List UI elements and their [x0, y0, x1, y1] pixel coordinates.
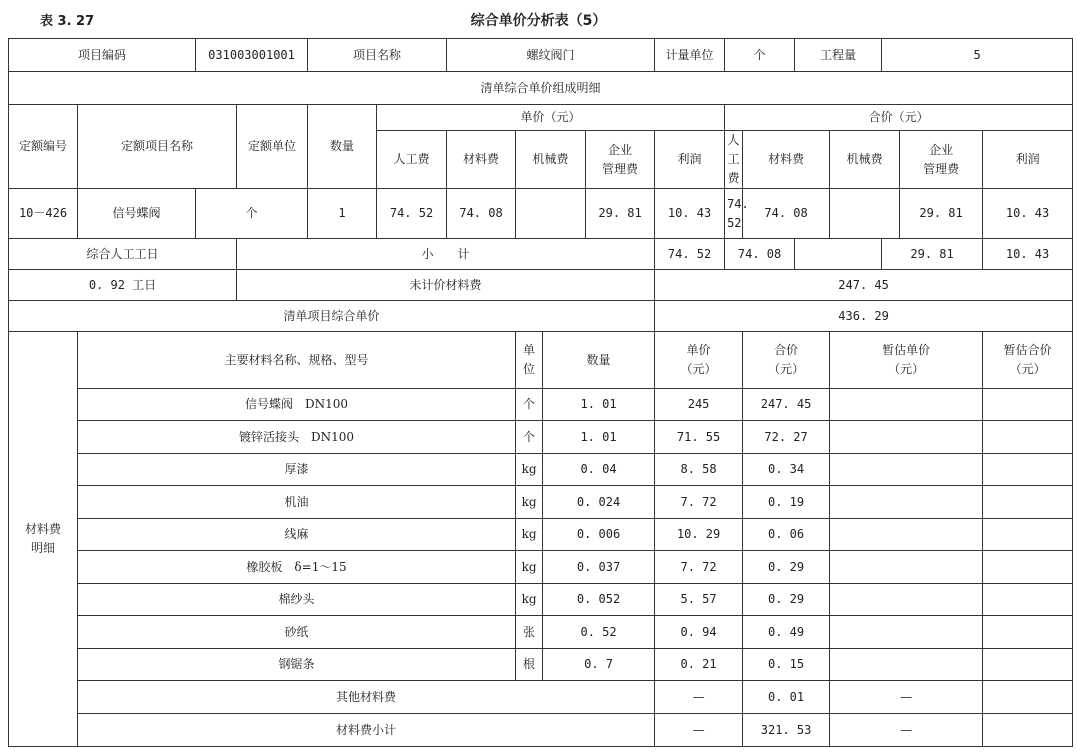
col-tp-machine: 机械费: [830, 131, 900, 189]
mat-col-uprice: [655, 332, 743, 389]
material-qty: 0. 006: [543, 519, 655, 551]
material-tprice: 72. 27: [743, 421, 830, 454]
material-name: 线麻: [78, 519, 516, 551]
material-uprice: 7. 72: [655, 551, 743, 584]
subtotal-mgmt: 29. 81: [882, 239, 983, 270]
material-est-tprice: [983, 486, 1073, 519]
quota-no: 10－426: [9, 189, 78, 239]
material-est-tprice: [983, 389, 1073, 421]
material-est-tprice: [983, 616, 1073, 649]
col-up-mgmt-line2: 管理费: [602, 161, 639, 176]
material-name: 砂纸: [78, 616, 516, 649]
col-tp-labor: 人工费: [725, 131, 743, 189]
material-subtotal-est-uprice: —: [830, 714, 983, 747]
subtotal-machine: [795, 239, 882, 270]
material-subtotal-uprice: —: [655, 714, 743, 747]
other-material-row: [9, 681, 1073, 714]
subtotal-row: [9, 239, 1073, 270]
material-est-tprice: [983, 454, 1073, 486]
col-tp-profit: 利润: [983, 131, 1073, 189]
material-row: [9, 616, 1073, 649]
header-row: [9, 39, 1073, 72]
col-quota-no: 定额编号: [9, 105, 78, 189]
material-row: [9, 649, 1073, 681]
project-code-label: 项目编码: [9, 39, 196, 72]
material-est-tprice: [983, 519, 1073, 551]
material-unit: 根: [516, 649, 543, 681]
mat-col-est-uprice: [830, 332, 983, 389]
material-name: 厚漆: [78, 454, 516, 486]
composition-title: 清单综合单价组成明细: [9, 72, 1073, 105]
material-tprice: 0. 49: [743, 616, 830, 649]
material-row: [9, 421, 1073, 454]
project-name-value: 螺纹阀门: [447, 39, 655, 72]
quota-up-material: 74. 08: [447, 189, 516, 239]
material-est-uprice: [830, 584, 983, 616]
subtotal-material: 74. 08: [725, 239, 795, 270]
mat-col-est-tprice: [983, 332, 1073, 389]
other-material-est-tprice: [983, 681, 1073, 714]
mat-col-name: 主要材料名称、规格、型号: [78, 332, 516, 389]
quantity-label: 工程量: [795, 39, 882, 72]
material-unit: kg: [516, 486, 543, 519]
material-uprice: 10. 29: [655, 519, 743, 551]
quota-name: 信号蝶阀: [78, 189, 196, 239]
material-row: [9, 389, 1073, 421]
quota-qty: 1: [308, 189, 377, 239]
labor-day-label: 综合人工工日: [9, 239, 237, 270]
project-name-label: 项目名称: [308, 39, 447, 72]
other-material-est-uprice: —: [830, 681, 983, 714]
composition-title-row: [9, 72, 1073, 105]
material-tprice: 0. 29: [743, 584, 830, 616]
quota-tp-material: 74. 08: [743, 189, 830, 239]
quota-up-profit: 10. 43: [655, 189, 725, 239]
material-uprice: 0. 94: [655, 616, 743, 649]
material-qty: 0. 04: [543, 454, 655, 486]
mat-col-unit: 单位: [516, 332, 543, 389]
other-material-uprice: —: [655, 681, 743, 714]
material-unit: 张: [516, 616, 543, 649]
material-name: 棉纱头: [78, 584, 516, 616]
quota-tp-mgmt: 29. 81: [900, 189, 983, 239]
unpriced-value: 247. 45: [655, 270, 1073, 301]
material-subtotal-tprice: 321. 53: [743, 714, 830, 747]
material-est-uprice: [830, 389, 983, 421]
material-est-tprice: [983, 584, 1073, 616]
quota-tp-profit: 10. 43: [983, 189, 1073, 239]
material-uprice: 0. 21: [655, 649, 743, 681]
material-est-uprice: [830, 649, 983, 681]
material-uprice: 71. 55: [655, 421, 743, 454]
material-name: 橡胶板 δ=1～15: [78, 551, 516, 584]
project-code-value: 031003001001: [196, 39, 308, 72]
material-unit: kg: [516, 584, 543, 616]
material-est-uprice: [830, 454, 983, 486]
material-qty: 0. 037: [543, 551, 655, 584]
material-est-uprice: [830, 421, 983, 454]
material-tprice: 247. 45: [743, 389, 830, 421]
col-up-labor: 人工费: [377, 131, 447, 189]
other-material-tprice: 0. 01: [743, 681, 830, 714]
material-unit: 个: [516, 389, 543, 421]
mat-col-qty: 数量: [543, 332, 655, 389]
col-tp-mgmt-line1: 企业: [929, 142, 954, 157]
measure-unit-label: 计量单位: [655, 39, 725, 72]
mat-col-est-tprice-2: （元）: [1009, 362, 1046, 376]
material-qty: 1. 01: [543, 389, 655, 421]
material-uprice: 7. 72: [655, 486, 743, 519]
col-tp-mgmt-line2: 管理费: [923, 161, 960, 176]
material-tprice: 0. 19: [743, 486, 830, 519]
labor-days-value: 0. 92 工日: [9, 270, 237, 301]
col-up-profit: 利润: [655, 131, 725, 189]
col-unit-price-group: 单价（元）: [377, 105, 725, 131]
mat-col-uprice-2: （元）: [680, 362, 717, 376]
material-section-line1: 材料费: [24, 522, 61, 536]
col-up-mgmt: [586, 131, 655, 189]
table-title: 综合单价分析表（5）: [470, 13, 607, 29]
material-subtotal-row: [9, 714, 1073, 747]
material-section-label: [9, 332, 78, 747]
mat-col-est-uprice-2: （元）: [888, 362, 925, 376]
material-subtotal-est-tprice: [983, 714, 1073, 747]
mat-col-est-uprice-1: 暂估单价: [882, 343, 931, 357]
col-quantity: 数量: [308, 105, 377, 189]
material-qty: 0. 7: [543, 649, 655, 681]
material-unit: kg: [516, 519, 543, 551]
material-header-row: [9, 332, 1073, 389]
material-tprice: 0. 15: [743, 649, 830, 681]
material-qty: 0. 52: [543, 616, 655, 649]
mat-col-est-tprice-1: 暂估合价: [1003, 343, 1052, 357]
composite-row: [9, 301, 1073, 332]
mat-col-uprice-1: 单价: [686, 343, 711, 357]
material-name: 镀锌活接头 DN100: [78, 421, 516, 454]
material-unit: kg: [516, 454, 543, 486]
material-uprice: 8. 58: [655, 454, 743, 486]
material-est-tprice: [983, 551, 1073, 584]
material-subtotal-label: 材料费小计: [78, 714, 655, 747]
mat-col-tprice: [743, 332, 830, 389]
other-material-label: 其他材料费: [78, 681, 655, 714]
quota-tp-machine: [830, 189, 900, 239]
col-quota-unit: 定额单位: [237, 105, 308, 189]
quota-row: [9, 189, 1073, 239]
material-row: [9, 519, 1073, 551]
unit-price-analysis-table: [8, 38, 1073, 747]
col-total-price-group: 合价（元）: [725, 105, 1073, 131]
column-group-row: [9, 105, 1073, 131]
material-est-uprice: [830, 486, 983, 519]
material-qty: 1. 01: [543, 421, 655, 454]
table-number: 表 3. 27: [40, 14, 95, 29]
material-est-tprice: [983, 421, 1073, 454]
composite-label: 清单项目综合单价: [9, 301, 655, 332]
quota-up-machine: [516, 189, 586, 239]
quota-tp-labor: 74. 52: [725, 189, 743, 239]
material-est-tprice: [983, 649, 1073, 681]
material-uprice: 245: [655, 389, 743, 421]
material-est-uprice: [830, 519, 983, 551]
col-up-machine: 机械费: [516, 131, 586, 189]
mat-col-tprice-1: 合价: [774, 343, 799, 357]
material-tprice: 0. 06: [743, 519, 830, 551]
material-tprice: 0. 29: [743, 551, 830, 584]
subtotal-labor: 74. 52: [655, 239, 725, 270]
material-unit: kg: [516, 551, 543, 584]
material-est-uprice: [830, 551, 983, 584]
material-name: 机油: [78, 486, 516, 519]
mat-col-tprice-2: （元）: [768, 362, 805, 376]
composite-value: 436. 29: [655, 301, 1073, 332]
unpriced-label: 未计价材料费: [237, 270, 655, 301]
material-est-uprice: [830, 616, 983, 649]
material-uprice: 5. 57: [655, 584, 743, 616]
quota-up-mgmt: 29. 81: [586, 189, 655, 239]
quantity-value: 5: [882, 39, 1073, 72]
material-row: [9, 454, 1073, 486]
material-qty: 0. 024: [543, 486, 655, 519]
material-tprice: 0. 34: [743, 454, 830, 486]
material-name: 信号蝶阀 DN100: [78, 389, 516, 421]
col-quota-name: 定额项目名称: [78, 105, 237, 189]
material-row: [9, 584, 1073, 616]
col-up-material: 材料费: [447, 131, 516, 189]
unpriced-row: [9, 270, 1073, 301]
material-name: 钢锯条: [78, 649, 516, 681]
material-unit: 个: [516, 421, 543, 454]
material-row: [9, 551, 1073, 584]
measure-unit-value: 个: [725, 39, 795, 72]
col-tp-mgmt: [900, 131, 983, 189]
material-section-line2: 明细: [30, 541, 55, 555]
material-qty: 0. 052: [543, 584, 655, 616]
quota-up-labor: 74. 52: [377, 189, 447, 239]
quota-unit: 个: [196, 189, 308, 239]
col-tp-material: 材料费: [743, 131, 830, 189]
subtotal-label: 小 计: [237, 239, 655, 270]
subtotal-profit: 10. 43: [983, 239, 1073, 270]
col-up-mgmt-line1: 企业: [608, 142, 633, 157]
material-row: [9, 486, 1073, 519]
